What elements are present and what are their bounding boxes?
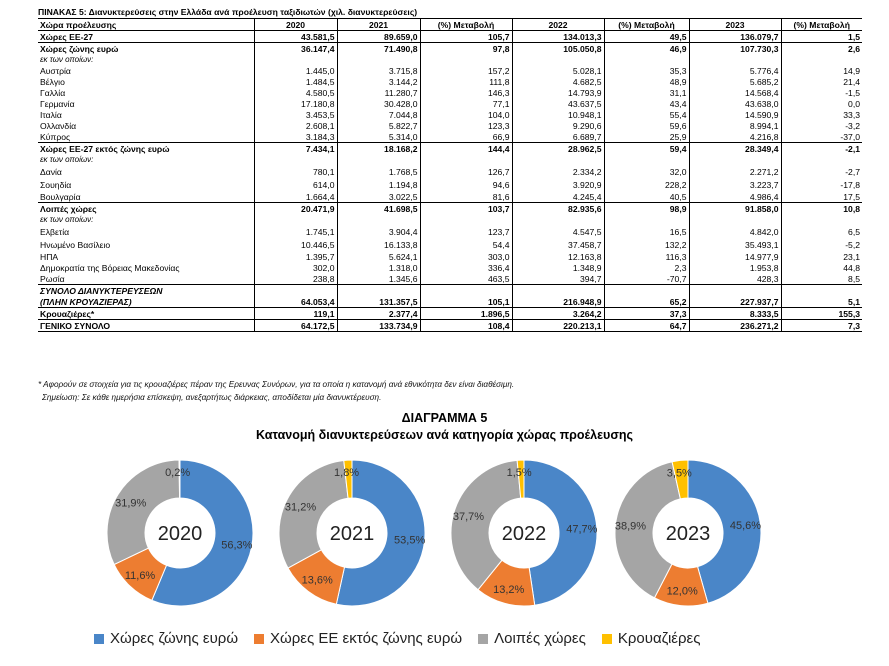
column-header: 2023 [689,19,781,31]
table-cell [254,54,337,65]
row-label: ΣΥΝΟΛΟ ΔΙΑΝΥΚΤΕΡΕΥΣΕΩΝ [38,285,254,297]
table-cell: 14.793,9 [512,87,604,98]
table-cell: 5.822,7 [337,120,420,131]
table-row [38,31,862,43]
table-row [38,273,862,285]
donut-center-label: 2022 [501,523,547,545]
table-cell: 71.490,8 [337,43,420,55]
table-cell [420,214,512,225]
row-label: Χώρες ΕΕ-27 εκτός ζώνης ευρώ [38,143,254,155]
table-cell: 4.682,5 [512,76,604,87]
table-cell: 23,1 [781,251,862,262]
row-label: Ολλανδία [40,120,77,131]
table-cell: 41.698,5 [337,203,420,215]
table-cell: 10.446,5 [254,238,337,251]
table-row [38,178,862,191]
table-cell: 116,3 [604,251,689,262]
table-cell: 10.948,1 [512,109,604,120]
table-cell: 105,7 [420,31,512,43]
table-cell: 31,1 [604,87,689,98]
table-cell: 157,2 [420,65,512,76]
column-header: (%) Μεταβολή [781,19,862,31]
table-cell [337,214,420,225]
slice-label: 31,2% [284,501,317,514]
table-cell: 2.608,1 [254,120,337,131]
row-label: Ιταλία [40,109,62,120]
row-label: Ρωσία [40,273,65,284]
table-cell: 40,5 [604,191,689,203]
table-cell: -17,8 [781,178,862,191]
slice-label: 0,2% [165,467,191,480]
chart-legend [94,630,700,647]
table-cell: 336,4 [420,262,512,273]
slice-label: 1,5% [506,467,532,480]
table-cell: 54,4 [420,238,512,251]
slice-label: 56,3% [221,539,253,552]
table-row [38,43,862,55]
slice-label: 53,5% [394,534,426,547]
table-cell: 98,9 [604,203,689,215]
table-cell: 1.318,0 [337,262,420,273]
table-cell: 5.685,2 [689,76,781,87]
table-cell: 89.659,0 [337,31,420,43]
donut-center-label: 2021 [329,523,375,545]
table-body [38,31,862,332]
table-cell [254,214,337,225]
table-cell: 35.493,1 [689,238,781,251]
table-cell: 220.213,1 [512,320,604,332]
column-header: (%) Μεταβολή [420,19,512,31]
table-cell: 132,2 [604,238,689,251]
table-cell: 17,5 [781,191,862,203]
table-cell: 37,3 [604,308,689,320]
row-label: Αυστρία [40,65,71,76]
row-label: Ελβετία [40,226,70,237]
chart-heading [0,410,889,444]
row-label: Χώρες ΕΕ-27 [38,31,254,43]
legend-label: Λοιπές χώρες [494,630,586,647]
table-cell [254,285,337,297]
table-cell: 5.624,1 [337,251,420,262]
table-cell: -1,5 [781,87,862,98]
table-cell: 216.948,9 [512,296,604,308]
table-cell: 43.638,0 [689,98,781,109]
table-cell: 46,9 [604,43,689,55]
donut-charts [0,450,889,610]
table-cell: 21,4 [781,76,862,87]
slice-label: 31,9% [115,497,147,510]
slice-label: 11,6% [124,570,156,583]
table-cell: 14,9 [781,65,862,76]
table-notes [38,378,514,404]
table-cell: 303,0 [420,251,512,262]
table-cell [604,54,689,65]
table-header-row [38,19,862,31]
table-row [38,120,862,131]
table-cell: 126,7 [420,165,512,178]
table-cell: 91.858,0 [689,203,781,215]
table-cell: 105.050,8 [512,43,604,55]
table-cell: 1.194,8 [337,178,420,191]
table-cell: 43,4 [604,98,689,109]
table-cell: 77,1 [420,98,512,109]
table-cell: 3.920,9 [512,178,604,191]
table-row [38,214,862,225]
legend-swatch [602,634,612,644]
table-cell [420,285,512,297]
table-cell: 780,1 [254,165,337,178]
legend-label: Χώρες ζώνης ευρώ [110,630,239,647]
table-cell: 20.471,9 [254,203,337,215]
table-cell: 228,2 [604,178,689,191]
table-cell: -37,0 [781,131,862,143]
table-row [38,165,862,178]
table-cell: 4.547,5 [512,225,604,238]
table-cell: 123,3 [420,120,512,131]
row-label: Κρουαζιέρες* [38,308,254,320]
row-label: Δανία [40,166,62,177]
table-cell: 428,3 [689,273,781,285]
table-cell: 44,8 [781,262,862,273]
table-cell: 37.458,7 [512,238,604,251]
table-cell: 64,7 [604,320,689,332]
table-row [38,308,862,320]
table-row [38,251,862,262]
table-cell: 28.962,5 [512,143,604,155]
table-cell [337,54,420,65]
table-cell: 3.223,7 [689,178,781,191]
table-cell: -2,7 [781,165,862,178]
table-row [38,320,862,332]
table-cell: 7.044,8 [337,109,420,120]
table-cell: 146,3 [420,87,512,98]
table-cell: 3.022,5 [337,191,420,203]
table-row [38,285,862,297]
table-cell: 9.290,6 [512,120,604,131]
table-cell: 1.745,1 [254,225,337,238]
table-cell: 1.953,8 [689,262,781,273]
footnote-note: Σημείωση: Σε κάθε ημερήσια επίσκεψη, ανεξαρτήτως διάρκειας, αποδίδεται μία διανυκτέρευση. [42,393,382,402]
table-cell: 35,3 [604,65,689,76]
table-row [38,65,862,76]
table-cell: 7.434,1 [254,143,337,155]
table-cell: 5,1 [781,296,862,308]
legend-item [478,630,586,647]
donut-center-label: 2020 [157,523,203,545]
table-cell: 59,4 [604,143,689,155]
row-label: Χώρες ζώνης ευρώ [38,43,254,55]
table-row [38,154,862,165]
table-cell: 8.994,1 [689,120,781,131]
row-label: Σουηδία [40,179,72,190]
table-cell: 2.377,4 [337,308,420,320]
table-cell: 107.730,3 [689,43,781,55]
table-cell: 136.079,7 [689,31,781,43]
table-cell: 33,3 [781,109,862,120]
slice-label: 13,6% [301,574,333,587]
table-cell [254,154,337,165]
row-label: εκ των οποίων: [40,154,94,164]
table-cell: 105,1 [420,296,512,308]
row-label: εκ των οποίων: [40,54,94,64]
table-cell: 3.264,2 [512,308,604,320]
legend-item [94,630,238,647]
table-cell: 394,7 [512,273,604,285]
table-cell [689,285,781,297]
legend-label: Χώρες ΕΕ εκτός ζώνης ευρώ [270,630,463,647]
table-cell: 97,8 [420,43,512,55]
table-row [38,131,862,143]
table-cell: 66,9 [420,131,512,143]
table-row [38,76,862,87]
table-row [38,262,862,273]
table-cell: 614,0 [254,178,337,191]
table-cell [512,285,604,297]
table-cell [781,154,862,165]
slice-label: 3,5% [666,467,692,480]
table-cell: 111,8 [420,76,512,87]
table-row [38,191,862,203]
table-cell: 16.133,8 [337,238,420,251]
table-row [38,143,862,155]
donut-center-label: 2023 [665,523,711,545]
table-row [38,87,862,98]
table-cell: 30.428,0 [337,98,420,109]
row-label: (ΠΛΗΝ ΚΡΟΥΑΖΙΕΡΑΣ) [40,296,132,307]
table-row [38,238,862,251]
table-cell: 155,3 [781,308,862,320]
table-cell: 2.334,2 [512,165,604,178]
table-cell: 55,4 [604,109,689,120]
legend-item [254,630,462,647]
table-cell [337,154,420,165]
table-cell: 81,6 [420,191,512,203]
table-cell: 3.453,5 [254,109,337,120]
table-cell: 302,0 [254,262,337,273]
table-cell: 12.163,8 [512,251,604,262]
table-cell: 3.184,3 [254,131,337,143]
table-cell: 17.180,8 [254,98,337,109]
table-cell: 2,3 [604,262,689,273]
row-label: Γαλλία [40,87,66,98]
table-cell: 36.147,4 [254,43,337,55]
table-cell: 1.348,9 [512,262,604,273]
table-cell: 108,4 [420,320,512,332]
row-label: Ηνωμένο Βασίλειο [40,239,111,250]
legend-label: Κρουαζιέρες [617,630,701,647]
table-row [38,98,862,109]
table-row [38,54,862,65]
table-cell: -70,7 [604,273,689,285]
table-cell: 14.568,4 [689,87,781,98]
table-cell: 6.689,7 [512,131,604,143]
table-caption: ΠΙΝΑΚΑΣ 5: Διανυκτερεύσεις στην Ελλάδα ανά προέλευση ταξιδιωτών (χιλ. διανυκτερεύσεις) [38,7,418,17]
table-cell: 82.935,6 [512,203,604,215]
row-label: ΗΠΑ [40,251,59,262]
table-cell: 119,1 [254,308,337,320]
table-cell: 64.172,5 [254,320,337,332]
row-label: Γερμανία [40,98,75,109]
table-cell: 133.734,9 [337,320,420,332]
table-cell: 4.986,4 [689,191,781,203]
table-cell: 18.168,2 [337,143,420,155]
table-cell [781,214,862,225]
table-cell: 463,5 [420,273,512,285]
row-label: Βέλγιο [40,76,65,87]
table-cell [604,285,689,297]
table-cell [512,54,604,65]
table-cell [512,214,604,225]
legend-swatch [254,634,264,644]
row-label: ΓΕΝΙΚΟ ΣΥΝΟΛΟ [38,320,254,332]
table-row [38,109,862,120]
table-cell [781,54,862,65]
table-cell: 134.013,3 [512,31,604,43]
table-cell: 4.580,5 [254,87,337,98]
table-cell: 7,3 [781,320,862,332]
footnote-asterisk: * Αφορούν σε στοιχεία για τις κρουαζιέρες πέραν της Ερευνας Συνόρων, για τα οποία η κατανομή ανά εθνικότητα δεν είναι διαθέσιμη. [38,380,515,389]
table-cell: 4.842,0 [689,225,781,238]
table-cell: 32,0 [604,165,689,178]
row-label: εκ των οποίων: [40,214,94,224]
table-cell: 1.484,5 [254,76,337,87]
table-cell [337,285,420,297]
table-cell [689,214,781,225]
legend-swatch [94,634,104,644]
row-label: Κύπρος [40,131,71,142]
table-row [38,203,862,215]
table-cell: 3.904,4 [337,225,420,238]
table-cell: 10,8 [781,203,862,215]
table-cell: 5.028,1 [512,65,604,76]
table-cell: 123,7 [420,225,512,238]
table-cell: 8,5 [781,273,862,285]
slice-label: 38,9% [614,520,647,533]
table-cell: 144,4 [420,143,512,155]
table-cell: 1.395,7 [254,251,337,262]
column-header: 2021 [337,19,420,31]
row-label: Λοιπές χώρες [38,203,254,215]
table-cell: -2,1 [781,143,862,155]
table-cell: 1.664,4 [254,191,337,203]
table-cell [420,154,512,165]
table-cell: 1.768,5 [337,165,420,178]
table-cell: 65,2 [604,296,689,308]
table-cell: 64.053,4 [254,296,337,308]
table-cell: 14.590,9 [689,109,781,120]
table-cell: 5.314,0 [337,131,420,143]
table-cell: 48,9 [604,76,689,87]
table-cell [604,214,689,225]
table-cell: 14.977,9 [689,251,781,262]
table-cell: 104,0 [420,109,512,120]
table-cell [781,285,862,297]
table-cell: 43.637,5 [512,98,604,109]
table-cell: 1.345,6 [337,273,420,285]
table-cell: -5,2 [781,238,862,251]
table-cell: 25,9 [604,131,689,143]
table-cell [604,154,689,165]
table-row [38,296,862,308]
table-cell [512,154,604,165]
statistics-table [38,18,862,332]
table-cell: 16,5 [604,225,689,238]
table-cell [420,54,512,65]
table-cell: 2,6 [781,43,862,55]
legend-item [602,630,701,647]
table-cell: 227.937,7 [689,296,781,308]
table-cell: 0,0 [781,98,862,109]
column-header: 2020 [254,19,337,31]
slice-label: 12,0% [666,585,698,598]
table-cell: 131.357,5 [337,296,420,308]
table-cell: 103,7 [420,203,512,215]
table-cell: 4.245,4 [512,191,604,203]
slice-label: 45,6% [729,520,762,533]
column-header: (%) Μεταβολή [604,19,689,31]
table-cell: 8.333,5 [689,308,781,320]
chart-number: ΔΙΑΓΡΑΜΜΑ 5 [401,411,488,425]
table-cell: 2.271,2 [689,165,781,178]
table-cell: 1.445,0 [254,65,337,76]
legend-swatch [478,634,488,644]
table-cell: -3,2 [781,120,862,131]
table-cell: 1,5 [781,31,862,43]
slice-label: 1,8% [334,467,360,480]
table-cell: 3.715,8 [337,65,420,76]
table-cell [689,54,781,65]
table-cell: 3.144,2 [337,76,420,87]
table-cell: 5.776,4 [689,65,781,76]
table-cell: 94,6 [420,178,512,191]
table-cell: 236.271,2 [689,320,781,332]
row-label: Δημοκρατία της Βόρειας Μακεδονίας [40,262,180,273]
slice-label: 13,2% [493,583,525,596]
column-header: Χώρα προέλευσης [38,19,254,31]
table-cell: 4.216,8 [689,131,781,143]
table-cell: 238,8 [254,273,337,285]
row-label: Βουλγαρία [40,191,81,202]
column-header: 2022 [512,19,604,31]
slice-label: 37,7% [452,511,485,524]
table-cell: 59,6 [604,120,689,131]
table-cell: 43.581,5 [254,31,337,43]
chart-title: Κατανομή διανυκτερεύσεων ανά κατηγορία χώρας προέλευσης [255,428,634,442]
table-cell: 11.280,7 [337,87,420,98]
slice-label: 47,7% [566,523,598,536]
table-cell: 28.349,4 [689,143,781,155]
table-cell [689,154,781,165]
table-row [38,225,862,238]
table-cell: 49,5 [604,31,689,43]
table-cell: 1.896,5 [420,308,512,320]
table-cell: 6,5 [781,225,862,238]
